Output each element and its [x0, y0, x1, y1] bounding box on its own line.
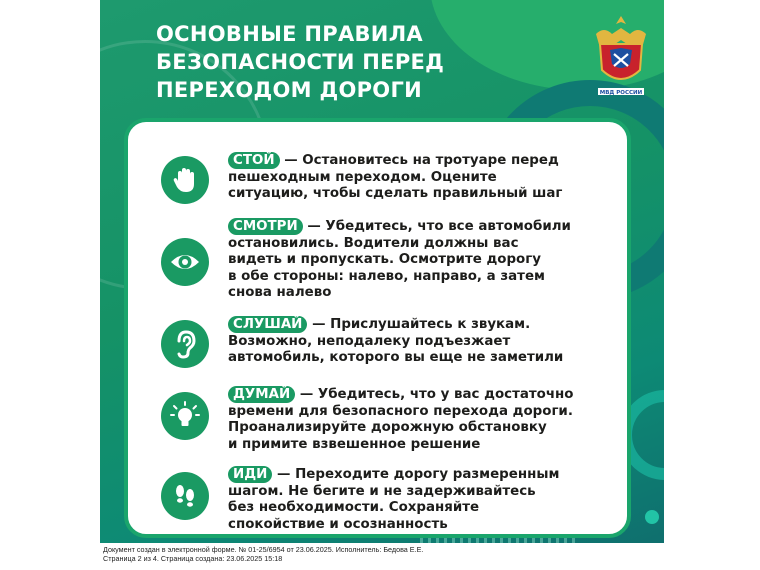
rule-line: — Прислушайтесь к звукам.	[312, 317, 531, 332]
rule-text	[228, 152, 613, 203]
emblem-caption: МВД РОССИИ	[599, 90, 643, 96]
footer-line: Страница 2 из 4. Страница создана: 23.06.2025 15:18	[103, 554, 283, 563]
rule-text	[228, 386, 613, 453]
page-title	[156, 20, 516, 104]
rules-card	[124, 118, 631, 538]
title-line: ОСНОВНЫЕ ПРАВИЛА	[156, 22, 423, 46]
rule-line: и примите взвешенное решение	[228, 436, 481, 452]
poster	[100, 0, 664, 543]
rule-label: ИДИ	[228, 466, 272, 483]
title-line: ПЕРЕХОДОМ ДОРОГИ	[156, 78, 423, 102]
document-footer	[103, 545, 663, 563]
rule-text	[228, 316, 613, 367]
police-emblem-icon	[590, 14, 652, 104]
lightbulb-icon	[161, 392, 209, 440]
rule-line: шагом. Не бегите и не задерживайтесь	[228, 483, 536, 499]
rule-line: — Остановитесь на тротуаре перед	[284, 153, 559, 168]
footer-line: Документ создан в электронной форме. № 01-25/6954 от 23.06.2025. Исполнитель: Бедова Е.Е.	[103, 545, 424, 554]
eye-icon	[161, 238, 209, 286]
rule-label: СМОТРИ	[228, 218, 303, 235]
rule-label: СЛУШАЙ	[228, 316, 307, 333]
footprints-icon	[161, 472, 209, 520]
rule-line: пешеходным переходом. Оцените	[228, 169, 497, 185]
rule-line: видеть и пропускать. Осмотрите дорогу	[228, 252, 541, 267]
rule-line: спокойствие и осознанность	[228, 516, 448, 532]
rule-line: без необходимости. Сохраняйте	[228, 500, 480, 515]
title-line: БЕЗОПАСНОСТИ ПЕРЕД	[156, 50, 445, 74]
rule-text	[228, 218, 613, 302]
hand-icon	[161, 156, 209, 204]
decor-dot	[645, 510, 659, 524]
rule-text	[228, 466, 613, 533]
rule-line: — Убедитесь, что у вас достаточно	[299, 387, 574, 402]
rule-line: — Убедитесь, что все автомобили	[307, 219, 571, 234]
rule-line: — Переходите дорогу размеренным	[277, 467, 560, 482]
rule-line: в обе стороны: налево, направо, а затем	[228, 268, 545, 284]
rule-line: автомобиль, которого вы еще не заметили	[228, 350, 564, 365]
rule-line: ситуацию, чтобы сделать правильный шаг	[228, 186, 563, 201]
rule-line: Проанализируйте дорожную обстановку	[228, 420, 547, 435]
rule-line: остановились. Водители должны вас	[228, 235, 519, 251]
rule-line: времени для безопасного перехода дороги.	[228, 403, 573, 419]
rule-line: Возможно, неподалеку подъезжает	[228, 333, 511, 349]
rule-label: СТОЙ	[228, 152, 280, 169]
ear-icon	[161, 320, 209, 368]
rule-line: снова налево	[228, 285, 332, 300]
rule-label: ДУМАЙ	[228, 386, 295, 403]
